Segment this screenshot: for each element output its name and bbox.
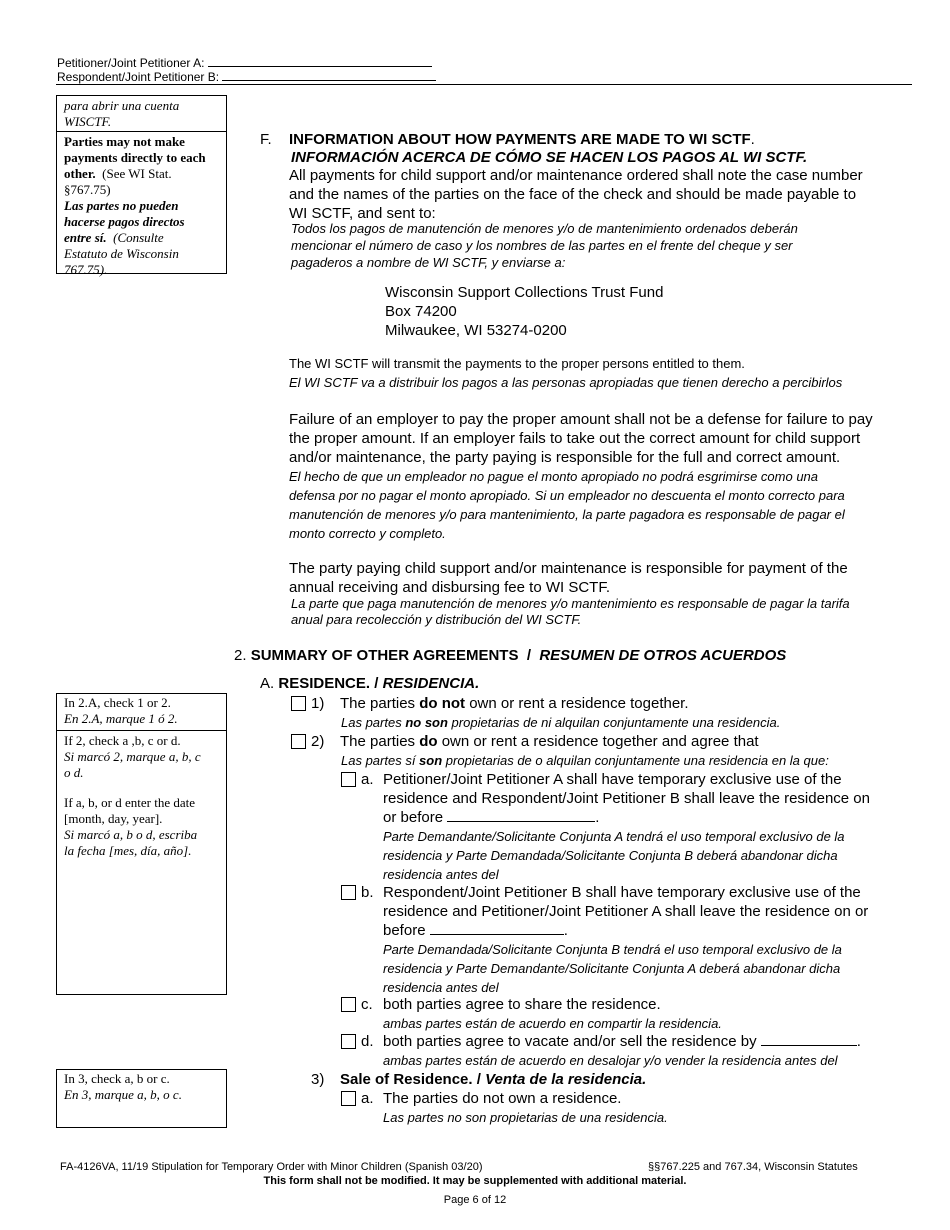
page-number: Page 6 of 12 xyxy=(443,1194,507,1206)
option-3a-text: The parties do not own a residence. xyxy=(383,1090,622,1107)
section-2a-heading xyxy=(260,674,479,693)
option-line: before xyxy=(383,922,426,939)
section-2a-title-en: RESIDENCE. xyxy=(278,675,371,692)
section-f-letter: F. xyxy=(260,131,272,148)
address-line: Milwaukee, WI 53274-0200 xyxy=(385,322,567,339)
note-bold-line: other. xyxy=(64,166,96,181)
para-line: defensa por no pagar el monto apropiado. Si un empleador no descuenta el monto correcto para xyxy=(289,488,845,503)
option-3a-checkbox[interactable] xyxy=(341,1091,356,1106)
section-2a-letter: A. xyxy=(260,675,275,692)
para-line: mencionar el número de caso y los nombres de las partes en el frente del cheque y ser xyxy=(291,238,793,253)
option-3a-text-es: Las partes no son propietarias de una residencia. xyxy=(383,1110,668,1125)
option-2c-letter: c. xyxy=(361,996,373,1013)
note-stat-num: §767.75) xyxy=(64,182,111,197)
option-2c-text-es: ambas partes están de acuerdo en compartir la residencia. xyxy=(383,1016,722,1031)
option-2d-dot: . xyxy=(856,1033,861,1050)
note-see-stat: (See WI Stat. xyxy=(102,166,172,181)
note-bold-line: Parties may not make xyxy=(64,134,185,149)
section-2-num: 2. xyxy=(234,647,247,664)
item-3-num: 3) xyxy=(311,1071,325,1088)
note-line: In 2.A, check 1 or 2. xyxy=(64,695,171,710)
option-line: Parte Demandante/Solicitante Conjunta A tendrá el uso temporal exclusivo de la xyxy=(383,829,845,844)
item-2-text-pre: The parties xyxy=(340,733,420,750)
item-3-slash: / xyxy=(476,1071,481,1088)
para-line: annual receiving and disbursing fee to WI SCTF. xyxy=(289,579,610,596)
option-2a-letter: a. xyxy=(361,771,374,788)
annual-fee-es xyxy=(291,596,850,628)
item-1-es-bold: no son xyxy=(405,715,448,730)
para-line: pagaderos a nombre de WI SCTF, y enviarse a: xyxy=(291,255,566,270)
note-line: la fecha [mes, día, año]. xyxy=(64,843,192,858)
respondent-name-field[interactable] xyxy=(222,69,436,81)
note-bold-line: payments directly to each xyxy=(64,150,206,165)
section-2-title-es: RESUMEN DE OTROS ACUERDOS xyxy=(539,647,787,664)
sidebar-note-payments xyxy=(56,95,227,277)
option-2b-checkbox[interactable] xyxy=(341,885,356,900)
option-line: residencia antes del xyxy=(383,867,499,882)
note-es-bold-line: hacerse pagos directos xyxy=(64,214,185,229)
option-2c-text: both parties agree to share the residence. xyxy=(383,996,661,1013)
para-line: El hecho de que un empleador no pague el monto apropiado no podrá esgrimirse como una xyxy=(289,469,819,484)
option-line: residence and Respondent/Joint Petitioner B shall leave the residence on xyxy=(383,790,870,807)
option-line: Parte Demandada/Solicitante Conjunta B tendrá el uso temporal exclusivo de la xyxy=(383,942,842,957)
section-f-title-es: INFORMACIÓN ACERCA DE CÓMO SE HACEN LOS PAGOS AL WI SCTF. xyxy=(291,149,808,166)
section-2-title-en: SUMMARY OF OTHER AGREEMENTS xyxy=(250,647,519,664)
option-3a-letter: a. xyxy=(361,1090,374,1107)
note-line: If a, b, or d enter the date xyxy=(64,795,196,810)
option-2b-text xyxy=(383,883,868,997)
item-2-text xyxy=(340,732,759,751)
option-2d-text-es: ambas partes están de acuerdo en desalojar y/o vender la residencia antes del xyxy=(383,1053,838,1068)
option-2c-checkbox[interactable] xyxy=(341,997,356,1012)
item-2-checkbox[interactable] xyxy=(291,734,306,749)
option-2a-date-field[interactable] xyxy=(447,810,595,822)
respondent-line xyxy=(57,69,436,84)
option-2d-letter: d. xyxy=(361,1033,374,1050)
petitioner-name-field[interactable] xyxy=(208,55,432,67)
note-line: o d. xyxy=(64,765,84,780)
option-line: or before xyxy=(383,809,444,826)
item-2-es-bold: son xyxy=(419,753,443,768)
item-2-es-pre: Las partes sí xyxy=(341,753,420,768)
para-line: anual para recolección y distribución del WI SCTF. xyxy=(291,612,582,627)
payment-instructions-es xyxy=(291,220,798,271)
option-line: residence and Petitioner/Joint Petitioner A shall leave the residence on or xyxy=(383,903,869,920)
option-2a-text xyxy=(383,770,870,884)
note-es-line: Estatuto de Wisconsin xyxy=(64,246,179,261)
item-3-title xyxy=(340,1070,646,1089)
section-f-title-dot: . xyxy=(750,131,755,148)
sidebar-note-residence xyxy=(56,693,227,995)
para-line: monto correcto y completo. xyxy=(289,526,446,541)
item-1-text-es xyxy=(341,713,780,732)
section-2a-title-es: RESIDENCIA. xyxy=(382,675,480,692)
para-line: All payments for child support and/or maintenance ordered shall note the case number xyxy=(289,167,863,184)
para-line: manutención de menores y/o para mantenimiento, la parte pagadora es responsable de pagar el xyxy=(289,507,845,522)
item-2-text-es xyxy=(341,751,829,770)
para-line: The party paying child support and/or maintenance is responsible for payment of the xyxy=(289,560,848,577)
option-2a-checkbox[interactable] xyxy=(341,772,356,787)
note-line: If 2, check a ,b, c or d. xyxy=(64,733,181,748)
option-2a-dot: . xyxy=(595,809,600,826)
option-line: residencia antes del xyxy=(383,980,499,995)
item-1-checkbox[interactable] xyxy=(291,696,306,711)
para-line: Todos los pagos de manutención de menores y/o de mantenimiento ordenados deberán xyxy=(291,221,798,236)
item-1-es-post: propietarias de ni alquilan conjuntamente una residencia. xyxy=(447,715,781,730)
note-es-consult: (Consulte xyxy=(113,230,164,245)
statutes: §§767.225 and 767.34, Wisconsin Statutes xyxy=(648,1161,858,1173)
sidebar-note-sale xyxy=(56,1069,227,1128)
respondent-label: Respondent/Joint Petitioner B: xyxy=(57,70,220,84)
petitioner-label: Petitioner/Joint Petitioner A: xyxy=(57,56,205,70)
note-line: [month, day, year]. xyxy=(64,811,163,826)
employer-failure xyxy=(289,410,873,543)
option-2d-date-field[interactable] xyxy=(761,1034,857,1046)
item-2-text-bold: do xyxy=(419,733,438,750)
para-line: La parte que paga manutención de menores y/o mantenimiento es responsable de pagar la tarifa xyxy=(291,596,850,611)
item-3-title-en: Sale of Residence. xyxy=(340,1071,473,1088)
section-f-title xyxy=(289,130,755,149)
option-2b-letter: b. xyxy=(361,884,374,901)
note-line: En 3, marque a, b, o c. xyxy=(64,1087,182,1102)
option-2d-checkbox[interactable] xyxy=(341,1034,356,1049)
annual-fee xyxy=(289,559,848,597)
address-line: Wisconsin Support Collections Trust Fund xyxy=(385,284,664,301)
item-2-num: 2) xyxy=(311,733,325,750)
option-2b-date-field[interactable] xyxy=(430,923,564,935)
option-2d-label: both parties agree to vacate and/or sell the residence by xyxy=(383,1033,757,1050)
item-1-text-post: own or rent a residence together. xyxy=(465,695,689,712)
note-line: WISCTF. xyxy=(64,114,112,129)
item-3-title-es: Venta de la residencia. xyxy=(485,1071,647,1088)
item-1-text-pre: The parties xyxy=(340,695,420,712)
para-line: Failure of an employer to pay the proper amount shall not be a defense for failure to pay xyxy=(289,411,873,428)
note-es-line: 767.75). xyxy=(64,262,108,277)
para-line: the proper amount. If an employer fails to take out the correct amount for child support xyxy=(289,430,861,447)
option-line: Petitioner/Joint Petitioner A shall have temporary exclusive use of the xyxy=(383,771,842,788)
option-2b-dot: . xyxy=(563,922,568,939)
item-1-es-pre: Las partes xyxy=(341,715,406,730)
option-2d-text xyxy=(383,1032,861,1051)
modification-notice: This form shall not be modified. It may be supplemented with additional material. xyxy=(263,1175,687,1187)
address-line: Box 74200 xyxy=(385,303,457,320)
note-es-bold-line: entre sí. xyxy=(64,230,107,245)
option-line: Respondent/Joint Petitioner B shall have temporary exclusive use of the xyxy=(383,884,861,901)
transmit-note: The WI SCTF will transmit the payments to the proper persons entitled to them. xyxy=(289,356,745,371)
note-line: Si marcó a, b o d, escriba xyxy=(64,827,198,842)
section-2a-slash: / xyxy=(374,675,379,692)
para-line: and/or maintenance, the party paying is responsible for the full and correct amount. xyxy=(289,449,841,466)
transmit-note-es: El WI SCTF va a distribuir los pagos a las personas apropiadas que tienen derecho a percibirlos xyxy=(289,375,843,390)
note-es-bold-line: Las partes no pueden xyxy=(64,198,179,213)
option-line: residencia y Parte Demandada/Solicitante Conjunta B deberá abandonar dicha xyxy=(383,848,838,863)
item-1-text-bold: do not xyxy=(419,695,466,712)
note-line: Si marcó 2, marque a, b, c xyxy=(64,749,201,764)
form-id: FA-4126VA, 11/19 Stipulation for Temporary Order with Minor Children (Spanish 03/20) xyxy=(60,1161,483,1173)
section-f-title-en: INFORMATION ABOUT HOW PAYMENTS ARE MADE TO WI SCTF xyxy=(289,131,751,148)
sctf-address xyxy=(385,283,663,340)
option-line: residencia y Parte Demandante/Solicitante Conjunta A deberá abandonar dicha xyxy=(383,961,841,976)
note-line: En 2.A, marque 1 ó 2. xyxy=(64,711,178,726)
item-1-num: 1) xyxy=(311,695,325,712)
para-line: and the names of the parties on the face of the check and should be made payable to xyxy=(289,186,857,203)
para-line: WI SCTF, and sent to: xyxy=(289,205,436,222)
note-line: para abrir una cuenta xyxy=(64,98,180,113)
item-2-text-post: own or rent a residence together and agree that xyxy=(437,733,759,750)
payment-instructions xyxy=(289,166,863,223)
petitioner-line xyxy=(57,55,432,70)
section-2-slash: / xyxy=(526,647,531,664)
section-2-heading xyxy=(234,646,786,665)
header-rule xyxy=(56,84,912,85)
item-2-es-post: propietarias de o alquilan conjuntamente una residencia en la que: xyxy=(442,753,829,768)
note-line: In 3, check a, b or c. xyxy=(64,1071,170,1086)
item-1-text xyxy=(340,694,689,713)
